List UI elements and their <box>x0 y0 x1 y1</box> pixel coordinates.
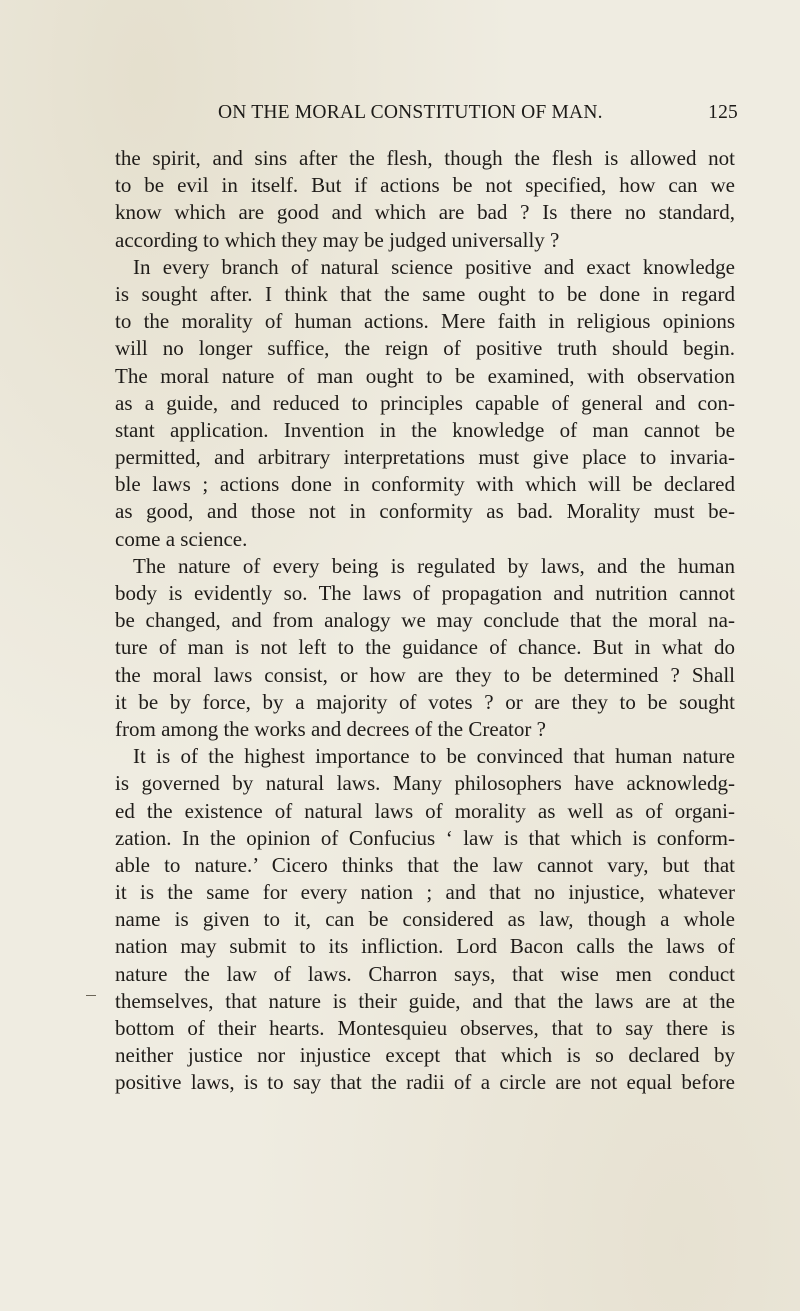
text-line: neither justice nor injustice except that which is so declared by <box>115 1043 735 1068</box>
text-line: permitted, and arbitrary interpretations must give place to invaria- <box>115 445 735 470</box>
margin-mark <box>86 995 96 996</box>
text-line: according to which they may be judged universally ? <box>115 227 560 252</box>
text-line: know which are good and which are bad ? Is there no standard, <box>115 200 735 225</box>
text-line: the moral laws consist, or how are they to be determined ? Shall <box>115 662 735 687</box>
text-line: stant application. Invention in the knowledge of man cannot be <box>115 417 735 442</box>
text-line: will no longer suffice, the reign of positive truth should begin. <box>115 336 735 361</box>
text-line: is sought after. I think that the same ought to be done in regard <box>115 281 735 306</box>
text-line: nation may submit to its infliction. Lord Bacon calls the laws of <box>115 934 735 959</box>
text-line: zation. In the opinion of Confucius ‘ law is that which is conform- <box>115 825 735 850</box>
text-line: as good, and those not in conformity as bad. Morality must be- <box>115 499 735 524</box>
text-line: come a science. <box>115 526 248 551</box>
text-line: to be evil in itself. But if actions be not specified, how can we <box>115 173 735 198</box>
text-line: to the morality of human actions. Mere faith in religious opinions <box>115 309 735 334</box>
text-line: name is given to it, can be considered as law, though a whole <box>115 907 735 932</box>
text-line: able to nature.’ Cicero thinks that the law cannot vary, but that <box>115 852 735 877</box>
text-line: bottom of their hearts. Montesquieu observes, that to say there is <box>115 1016 735 1040</box>
page-number: 125 <box>708 102 738 123</box>
text-line: it be by force, by a majority of votes ? or are they to be sought <box>115 689 735 714</box>
text-line: In every branch of natural science positive and exact knowledge <box>133 254 735 279</box>
text-line: The nature of every being is regulated by laws, and the human <box>133 553 735 578</box>
text-line: the spirit, and sins after the flesh, though the flesh is allowed not <box>115 146 735 170</box>
text-line: The moral nature of man ought to be examined, with observation <box>115 363 735 388</box>
text-line: ture of man is not left to the guidance of chance. But in what do <box>115 635 735 660</box>
text-line: ble laws ; actions done in conformity with which will be declared <box>115 472 735 497</box>
text-line: body is evidently so. The laws of propagation and nutrition cannot <box>115 581 735 605</box>
running-head <box>218 102 738 132</box>
body-text <box>115 145 735 1097</box>
text-line: is governed by natural laws. Many philosophers have acknowledg- <box>115 771 735 796</box>
text-line: nature the law of laws. Charron says, that wise men conduct <box>115 961 735 986</box>
text-line: be changed, and from analogy we may conclude that the moral na- <box>115 608 735 633</box>
text-line: as a guide, and reduced to principles capable of general and con- <box>115 390 735 415</box>
text-line: themselves, that nature is their guide, and that the laws are at the <box>115 988 735 1013</box>
text-line: It is of the highest importance to be convinced that human nature <box>133 744 735 769</box>
text-line: from among the works and decrees of the Creator ? <box>115 716 546 741</box>
text-line: ed the existence of natural laws of morality as well as of organi- <box>115 798 735 823</box>
running-head-title: ON THE MORAL CONSTITUTION OF MAN. <box>218 102 603 123</box>
text-line: it is the same for every nation ; and that no injustice, whatever <box>115 880 735 905</box>
text-line: positive laws, is to say that the radii of a circle are not equal before <box>115 1070 735 1095</box>
